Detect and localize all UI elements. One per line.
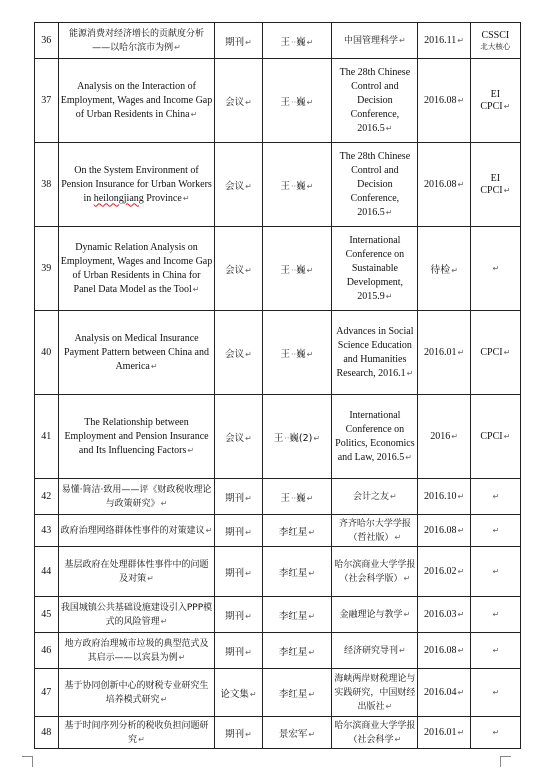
venue: 中国管理科学↵ — [332, 23, 418, 59]
pub-type: 期刊↵ — [215, 479, 262, 515]
row-number: 43 — [35, 515, 59, 547]
index-level: EI CPCI↵ — [470, 59, 520, 143]
author: 王··巍↵ — [262, 227, 332, 311]
index-level: ↵ — [470, 717, 520, 749]
table-row — [35, 227, 521, 311]
author: 李红星↵ — [262, 597, 332, 633]
index-level: ↵ — [470, 547, 520, 597]
venue: 海峡两岸财税理论与实践研究，中国财经出版社↵ — [332, 669, 418, 717]
paper-title: Analysis on the Interaction of Employment, Wages and Income Gap of Urban Residents in China↵ — [58, 59, 215, 143]
pub-date: 2016.08↵ — [418, 633, 470, 669]
paper-title: On the System Environment of Pension Insurance for Urban Workers in heilongjiang Province↵ — [58, 143, 215, 227]
pub-date: 2016.08↵ — [418, 143, 470, 227]
pub-type: 期刊↵ — [215, 547, 262, 597]
index-level: ↵ — [470, 633, 520, 669]
page-corner-mark — [500, 756, 511, 767]
pub-type: 期刊↵ — [215, 515, 262, 547]
row-number: 37 — [35, 59, 59, 143]
pub-type: 期刊↵ — [215, 717, 262, 749]
pub-type: 期刊↵ — [215, 23, 262, 59]
author: 王··巍(2)↵ — [262, 395, 332, 479]
row-number: 36 — [35, 23, 59, 59]
pub-date: 2016.08↵ — [418, 59, 470, 143]
table-row — [35, 479, 521, 515]
pub-type: 会议↵ — [215, 395, 262, 479]
venue: 哈尔滨商业大学学报（社会科学↵ — [332, 717, 418, 749]
row-number: 48 — [35, 717, 59, 749]
page-corner-mark — [22, 756, 33, 767]
spellcheck-flag: heilongjiang — [93, 192, 144, 204]
paper-title: 我国城镇公共基础设施建设引入PPP模式的风险管理↵ — [58, 597, 215, 633]
pub-date: 待检↵ — [418, 227, 470, 311]
venue: Advances in Social Science Education and Humanities Research, 2016.1↵ — [332, 311, 418, 395]
index-level: EI CPCI↵ — [470, 143, 520, 227]
table-row — [35, 59, 521, 143]
pub-date: 2016.04↵ — [418, 669, 470, 717]
publications-table-body — [35, 23, 521, 749]
table-row — [35, 143, 521, 227]
index-level: ↵ — [470, 227, 520, 311]
author: 李红星↵ — [262, 515, 332, 547]
row-number: 39 — [35, 227, 59, 311]
pub-date: 2016.08↵ — [418, 515, 470, 547]
table-row — [35, 597, 521, 633]
table-row — [35, 395, 521, 479]
row-number: 42 — [35, 479, 59, 515]
index-level: ↵ — [470, 597, 520, 633]
venue: 齐齐哈尔大学学报（哲社版）↵ — [332, 515, 418, 547]
pub-type: 会议↵ — [215, 59, 262, 143]
index-level: ↵ — [470, 669, 520, 717]
venue: 哈尔滨商业大学学报（社会科学版）↵ — [332, 547, 418, 597]
paper-title: The Relationship between Employment and Pension Insurance and Its Influencing Factors↵ — [58, 395, 215, 479]
author: 李红星↵ — [262, 547, 332, 597]
author: 景宏军↵ — [262, 717, 332, 749]
pub-date: 2016.02↵ — [418, 547, 470, 597]
index-level: CPCI↵ — [470, 395, 520, 479]
table-row — [35, 633, 521, 669]
author: 王··巍↵ — [262, 311, 332, 395]
row-number: 47 — [35, 669, 59, 717]
author: 王··巍↵ — [262, 143, 332, 227]
index-level: CPCI↵ — [470, 311, 520, 395]
row-number: 38 — [35, 143, 59, 227]
author: 王··巍↵ — [262, 23, 332, 59]
row-number: 44 — [35, 547, 59, 597]
venue: International Conference on Sustainable Development, 2015.9↵ — [332, 227, 418, 311]
venue: The 28th Chinese Control and Decision Conference, 2016.5↵ — [332, 143, 418, 227]
paper-title: 易懂·简洁·致用——评《财政税收理论与政策研究》↵ — [58, 479, 215, 515]
venue: 金融理论与教学↵ — [332, 597, 418, 633]
paper-title: Analysis on Medical Insurance Payment Pattern between China and America↵ — [58, 311, 215, 395]
paper-title: 政府治理网络群体性事件的对策建议↵ — [58, 515, 215, 547]
pub-type: 会议↵ — [215, 227, 262, 311]
index-level: ↵ — [470, 515, 520, 547]
venue: 会计之友↵ — [332, 479, 418, 515]
row-number: 41 — [35, 395, 59, 479]
pub-date: 2016.01↵ — [418, 717, 470, 749]
paper-title: 基于协同创新中心的财税专业研究生培养模式研究↵ — [58, 669, 215, 717]
pub-type: 会议↵ — [215, 143, 262, 227]
table-row — [35, 669, 521, 717]
author: 王··巍↵ — [262, 479, 332, 515]
author: 李红星↵ — [262, 633, 332, 669]
paper-title: 基层政府在处理群体性事件中的问题及对策↵ — [58, 547, 215, 597]
index-level: CSSCI 北大核心 — [470, 23, 520, 59]
table-row — [35, 515, 521, 547]
pub-date: 2016.01↵ — [418, 311, 470, 395]
pub-date: 2016.03↵ — [418, 597, 470, 633]
pub-date: 2016.10↵ — [418, 479, 470, 515]
publications-table — [34, 22, 521, 749]
row-number: 40 — [35, 311, 59, 395]
paper-title: 地方政府治理城市垃圾的典型范式及其启示——以宾县为例↵ — [58, 633, 215, 669]
table-row — [35, 547, 521, 597]
author: 王··巍↵ — [262, 59, 332, 143]
pub-type: 会议↵ — [215, 311, 262, 395]
table-row — [35, 717, 521, 749]
pub-type: 期刊↵ — [215, 633, 262, 669]
venue: 经济研究导刊↵ — [332, 633, 418, 669]
table-row — [35, 311, 521, 395]
pub-date: 2016.11↵ — [418, 23, 470, 59]
row-number: 46 — [35, 633, 59, 669]
paper-title: 能源消费对经济增长的贡献度分析——以哈尔滨市为例↵ — [58, 23, 215, 59]
venue: The 28th Chinese Control and Decision Conference, 2016.5↵ — [332, 59, 418, 143]
row-number: 45 — [35, 597, 59, 633]
table-row — [35, 23, 521, 59]
paper-title: 基于时间序列分析的税收负担问题研究↵ — [58, 717, 215, 749]
pub-type: 论文集↵ — [215, 669, 262, 717]
index-level: ↵ — [470, 479, 520, 515]
author: 李红星↵ — [262, 669, 332, 717]
paper-title: Dynamic Relation Analysis on Employment, Wages and Income Gap of Urban Residents in China for Panel Data Model as the Tool↵ — [58, 227, 215, 311]
venue: International Conference on Politics, Economics and Law, 2016.5↵ — [332, 395, 418, 479]
pub-type: 期刊↵ — [215, 597, 262, 633]
pub-date: 2016↵ — [418, 395, 470, 479]
